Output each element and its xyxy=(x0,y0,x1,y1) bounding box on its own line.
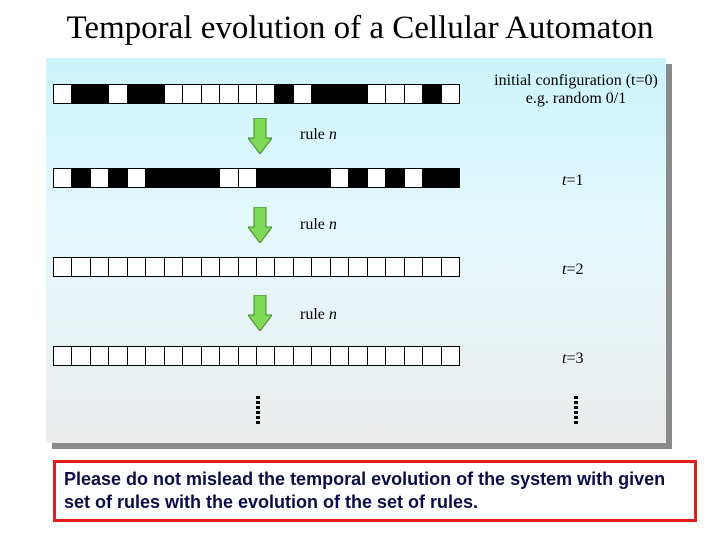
cell-dead xyxy=(386,258,404,276)
cell-alive xyxy=(386,169,404,187)
cell-dead xyxy=(349,258,367,276)
cell-alive xyxy=(128,85,146,103)
cell-dead xyxy=(405,258,423,276)
cell-dead xyxy=(239,85,257,103)
cell-dead xyxy=(294,347,312,365)
rule-label xyxy=(300,126,337,144)
cell-dead xyxy=(405,169,423,187)
cell-dead xyxy=(91,347,109,365)
cell-alive xyxy=(165,169,183,187)
cell-dead xyxy=(72,258,90,276)
cell-dead xyxy=(54,85,72,103)
cell-dead xyxy=(72,347,90,365)
ca-row-t3 xyxy=(53,346,460,366)
cell-dead xyxy=(294,85,312,103)
cell-dead xyxy=(275,347,293,365)
cell-alive xyxy=(312,169,330,187)
cell-alive xyxy=(331,85,349,103)
ca-row-t0 xyxy=(53,84,460,104)
cell-dead xyxy=(109,347,127,365)
cell-dead xyxy=(183,258,201,276)
diagram-panel xyxy=(46,58,666,443)
slide-title: Temporal evolution of a Cellular Automaton xyxy=(66,10,654,46)
cell-dead xyxy=(349,347,367,365)
cell-alive xyxy=(257,169,275,187)
cell-alive xyxy=(423,85,441,103)
time-label-t2 xyxy=(562,261,583,279)
cell-dead xyxy=(165,347,183,365)
rule-variable: n xyxy=(328,216,337,233)
cell-dead xyxy=(257,347,275,365)
down-arrow-icon xyxy=(248,207,272,243)
time-value: =1 xyxy=(566,172,584,189)
cell-dead xyxy=(202,85,220,103)
cell-dead xyxy=(220,258,238,276)
cell-dead xyxy=(405,347,423,365)
cell-dead xyxy=(128,258,146,276)
cell-alive xyxy=(423,169,441,187)
cell-dead xyxy=(239,347,257,365)
continuation-dots-left xyxy=(256,396,260,426)
cell-dead xyxy=(165,258,183,276)
rule-variable: n xyxy=(328,126,337,143)
cell-alive xyxy=(275,169,293,187)
cell-alive xyxy=(91,85,109,103)
cell-dead xyxy=(54,169,72,187)
cell-dead xyxy=(128,169,146,187)
time-value: =3 xyxy=(566,350,584,367)
cell-dead xyxy=(183,85,201,103)
cell-dead xyxy=(368,347,386,365)
rule-label xyxy=(300,216,337,234)
time-variable: t xyxy=(562,350,567,367)
cell-dead xyxy=(257,85,275,103)
cell-dead xyxy=(368,85,386,103)
cell-dead xyxy=(220,169,238,187)
rule-label xyxy=(300,306,337,324)
cell-dead xyxy=(202,258,220,276)
rule-prefix: rule xyxy=(300,306,325,323)
cell-alive xyxy=(72,169,90,187)
cell-dead xyxy=(386,85,404,103)
cell-dead xyxy=(423,258,441,276)
cell-dead xyxy=(109,258,127,276)
warning-note: Please do not mislead the temporal evolution of the system with given set of rules with the evolution of the set of rules. xyxy=(53,460,697,522)
cell-dead xyxy=(239,169,257,187)
cell-dead xyxy=(239,258,257,276)
cell-alive xyxy=(312,85,330,103)
cell-dead xyxy=(146,347,164,365)
ca-row-t1 xyxy=(53,168,460,188)
cell-dead xyxy=(275,258,293,276)
cell-dead xyxy=(405,85,423,103)
down-arrow-icon xyxy=(248,295,272,331)
cell-alive xyxy=(183,169,201,187)
cell-dead xyxy=(183,347,201,365)
cell-dead xyxy=(331,258,349,276)
cell-dead xyxy=(331,347,349,365)
cell-dead xyxy=(368,169,386,187)
cell-dead xyxy=(312,258,330,276)
cell-dead xyxy=(442,85,459,103)
cell-dead xyxy=(442,347,459,365)
cell-alive xyxy=(109,169,127,187)
cell-alive xyxy=(294,169,312,187)
cell-dead xyxy=(368,258,386,276)
cell-alive xyxy=(275,85,293,103)
rule-prefix: rule xyxy=(300,126,325,143)
cell-dead xyxy=(54,258,72,276)
time-variable: t xyxy=(562,261,567,278)
time-variable: t xyxy=(562,172,567,189)
initial-config-line1: initial configuration (t=0) xyxy=(494,72,658,89)
cell-alive xyxy=(202,169,220,187)
rule-prefix: rule xyxy=(300,216,325,233)
rule-variable: n xyxy=(328,306,337,323)
cell-dead xyxy=(146,258,164,276)
down-arrow-icon xyxy=(248,118,272,154)
cell-dead xyxy=(294,258,312,276)
cell-alive xyxy=(442,169,459,187)
cell-dead xyxy=(386,347,404,365)
initial-config-label xyxy=(486,72,666,108)
initial-config-line2: e.g. random 0/1 xyxy=(525,90,627,107)
cell-alive xyxy=(146,169,164,187)
cell-dead xyxy=(202,347,220,365)
time-value: =2 xyxy=(566,261,584,278)
cell-dead xyxy=(220,85,238,103)
cell-dead xyxy=(257,258,275,276)
cell-dead xyxy=(220,347,238,365)
cell-alive xyxy=(349,169,367,187)
time-label-t1 xyxy=(562,172,583,190)
time-label-t3 xyxy=(562,350,583,368)
continuation-dots-right xyxy=(574,396,578,426)
cell-alive xyxy=(72,85,90,103)
cell-dead xyxy=(442,258,459,276)
cell-dead xyxy=(312,347,330,365)
cell-dead xyxy=(54,347,72,365)
ca-row-t2 xyxy=(53,257,460,277)
cell-dead xyxy=(91,258,109,276)
cell-dead xyxy=(109,85,127,103)
cell-dead xyxy=(423,347,441,365)
cell-alive xyxy=(349,85,367,103)
cell-dead xyxy=(91,169,109,187)
cell-dead xyxy=(331,169,349,187)
cell-dead xyxy=(165,85,183,103)
cell-alive xyxy=(146,85,164,103)
cell-dead xyxy=(128,347,146,365)
